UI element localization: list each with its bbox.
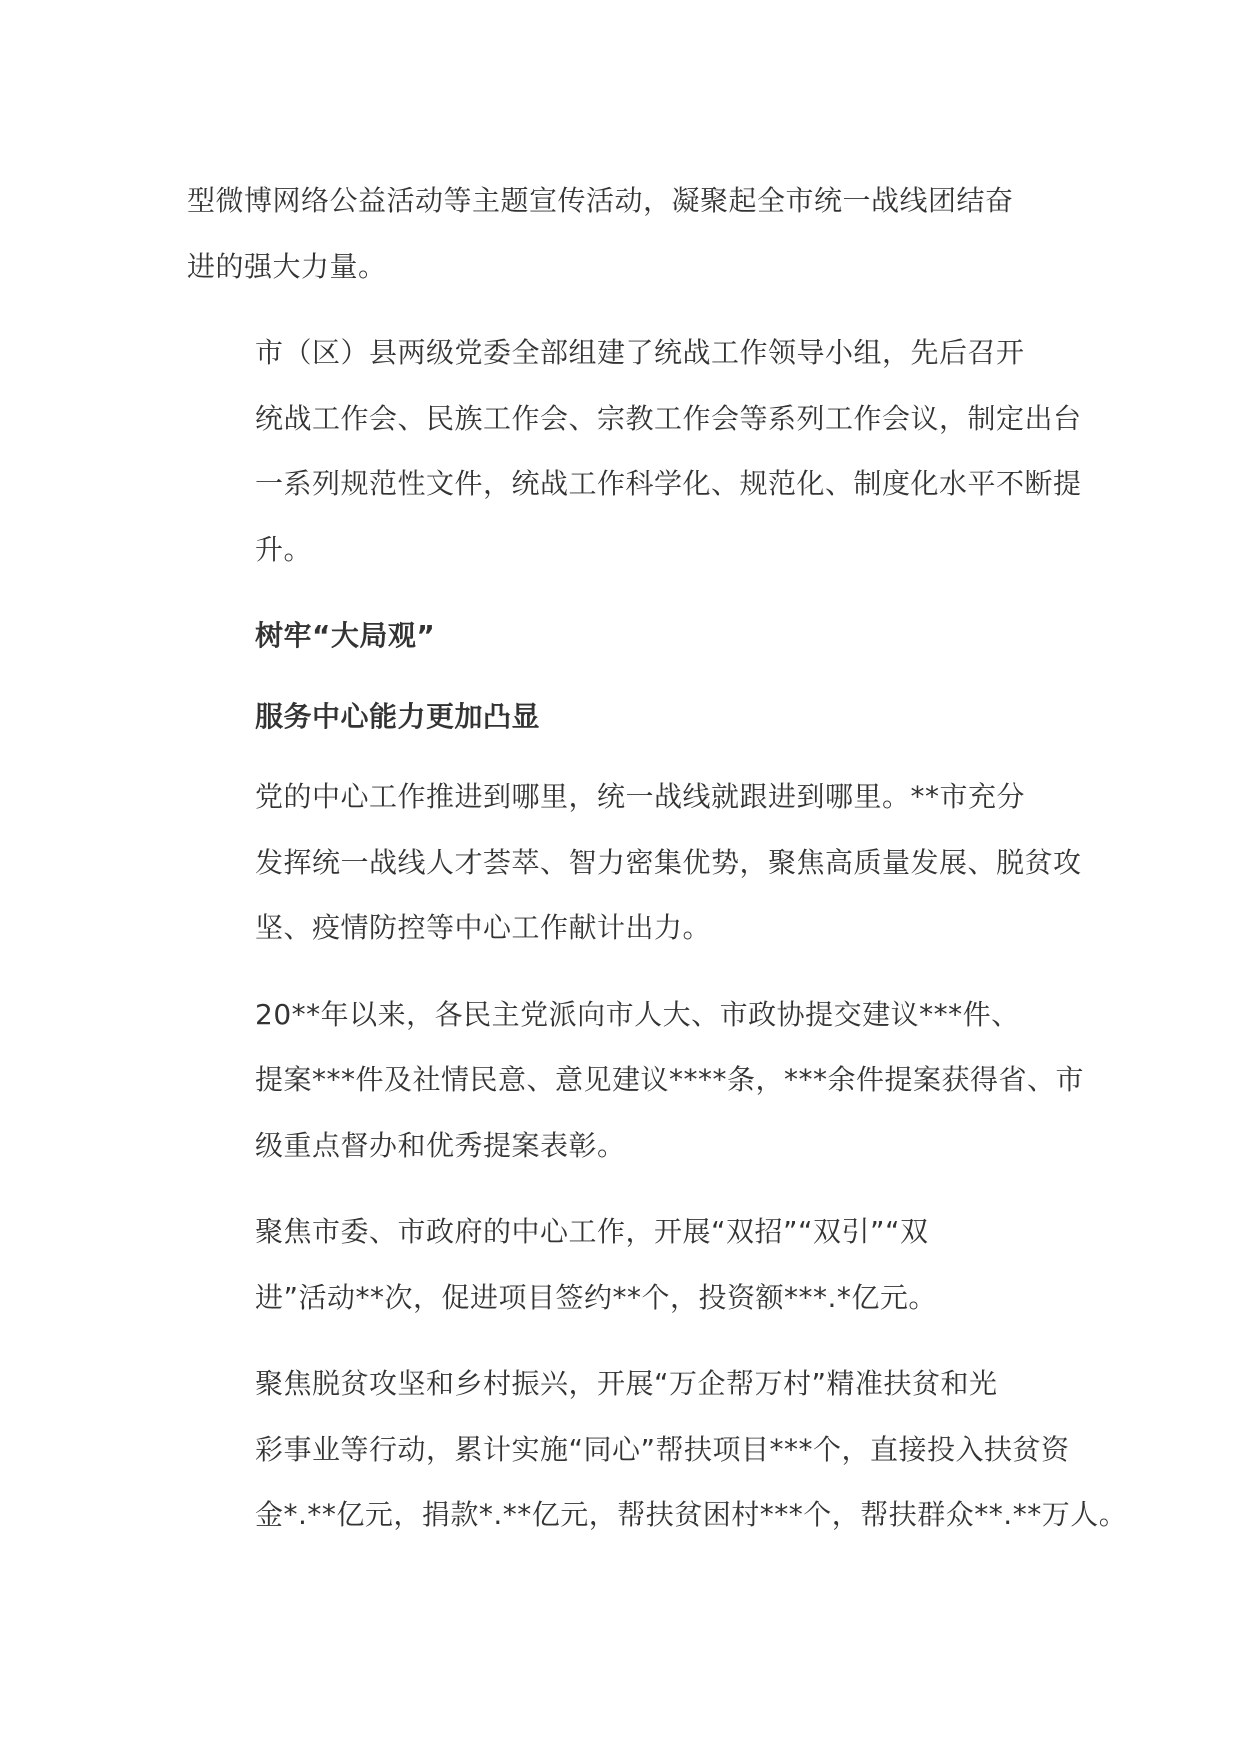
text-line: 党的中心工作推进到哪里，统一战线就跟进到哪里。**市充分	[255, 780, 1026, 813]
text-line: 升。	[255, 532, 313, 566]
text-line: 型微博网络公益活动等主题宣传活动，凝聚起全市统一战线团结奋	[187, 184, 1014, 217]
paragraph-investment	[187, 1199, 1067, 1330]
document-body	[187, 168, 1128, 1569]
text-line: 坚、疫情防控等中心工作献计出力。	[255, 911, 712, 944]
paragraph-leadership-groups	[187, 320, 1082, 582]
section-subheading	[187, 684, 1067, 750]
text-line: 金*.**亿元，捐款*.**亿元，帮扶贫困村***个，帮扶群众**.**万人。	[255, 1498, 1128, 1531]
text-line: 级重点督办和优秀提案表彰。	[255, 1128, 626, 1162]
text-line: 20**年以来，各民主党派向市人大、市政协提交建议***件、	[255, 997, 1020, 1031]
heading-line: 服务中心能力更加凸显	[255, 699, 541, 733]
paragraph-propaganda-activities	[187, 168, 1067, 299]
section-heading	[187, 603, 1067, 669]
text-line: 统战工作会、民族工作会、宗教工作会等系列工作会议，制定出台	[255, 401, 1082, 435]
text-line: 聚焦脱贫攻坚和乡村振兴，开展“万企帮万村”精准扶贫和光	[255, 1367, 998, 1400]
text-line: 市（区）县两级党委全部组建了统战工作领导小组，先后召开	[255, 336, 1025, 369]
text-line: 发挥统一战线人才荟萃、智力密集优势，聚焦高质量发展、脱贫攻	[255, 845, 1082, 879]
text-line: 聚焦市委、市政府的中心工作，开展“双招”“双引”“双	[255, 1215, 929, 1248]
heading-line: 树牢“大局观”	[255, 619, 436, 652]
paragraph-poverty-alleviation	[187, 1351, 1128, 1548]
text-line: 一系列规范性文件，统战工作科学化、规范化、制度化水平不断提	[255, 467, 1082, 500]
text-line: 进”活动**次，促进项目签约**个，投资额***.*亿元。	[255, 1280, 937, 1314]
text-line: 彩事业等行动，累计实施“同心”帮扶项目***个，直接投入扶贫资	[255, 1432, 1070, 1466]
text-line: 提案***件及社情民意、意见建议****条，***余件提案获得省、市	[255, 1063, 1085, 1096]
paragraph-proposals	[187, 982, 1085, 1179]
text-line: 进的强大力量。	[187, 249, 387, 283]
paragraph-central-work	[187, 764, 1082, 961]
